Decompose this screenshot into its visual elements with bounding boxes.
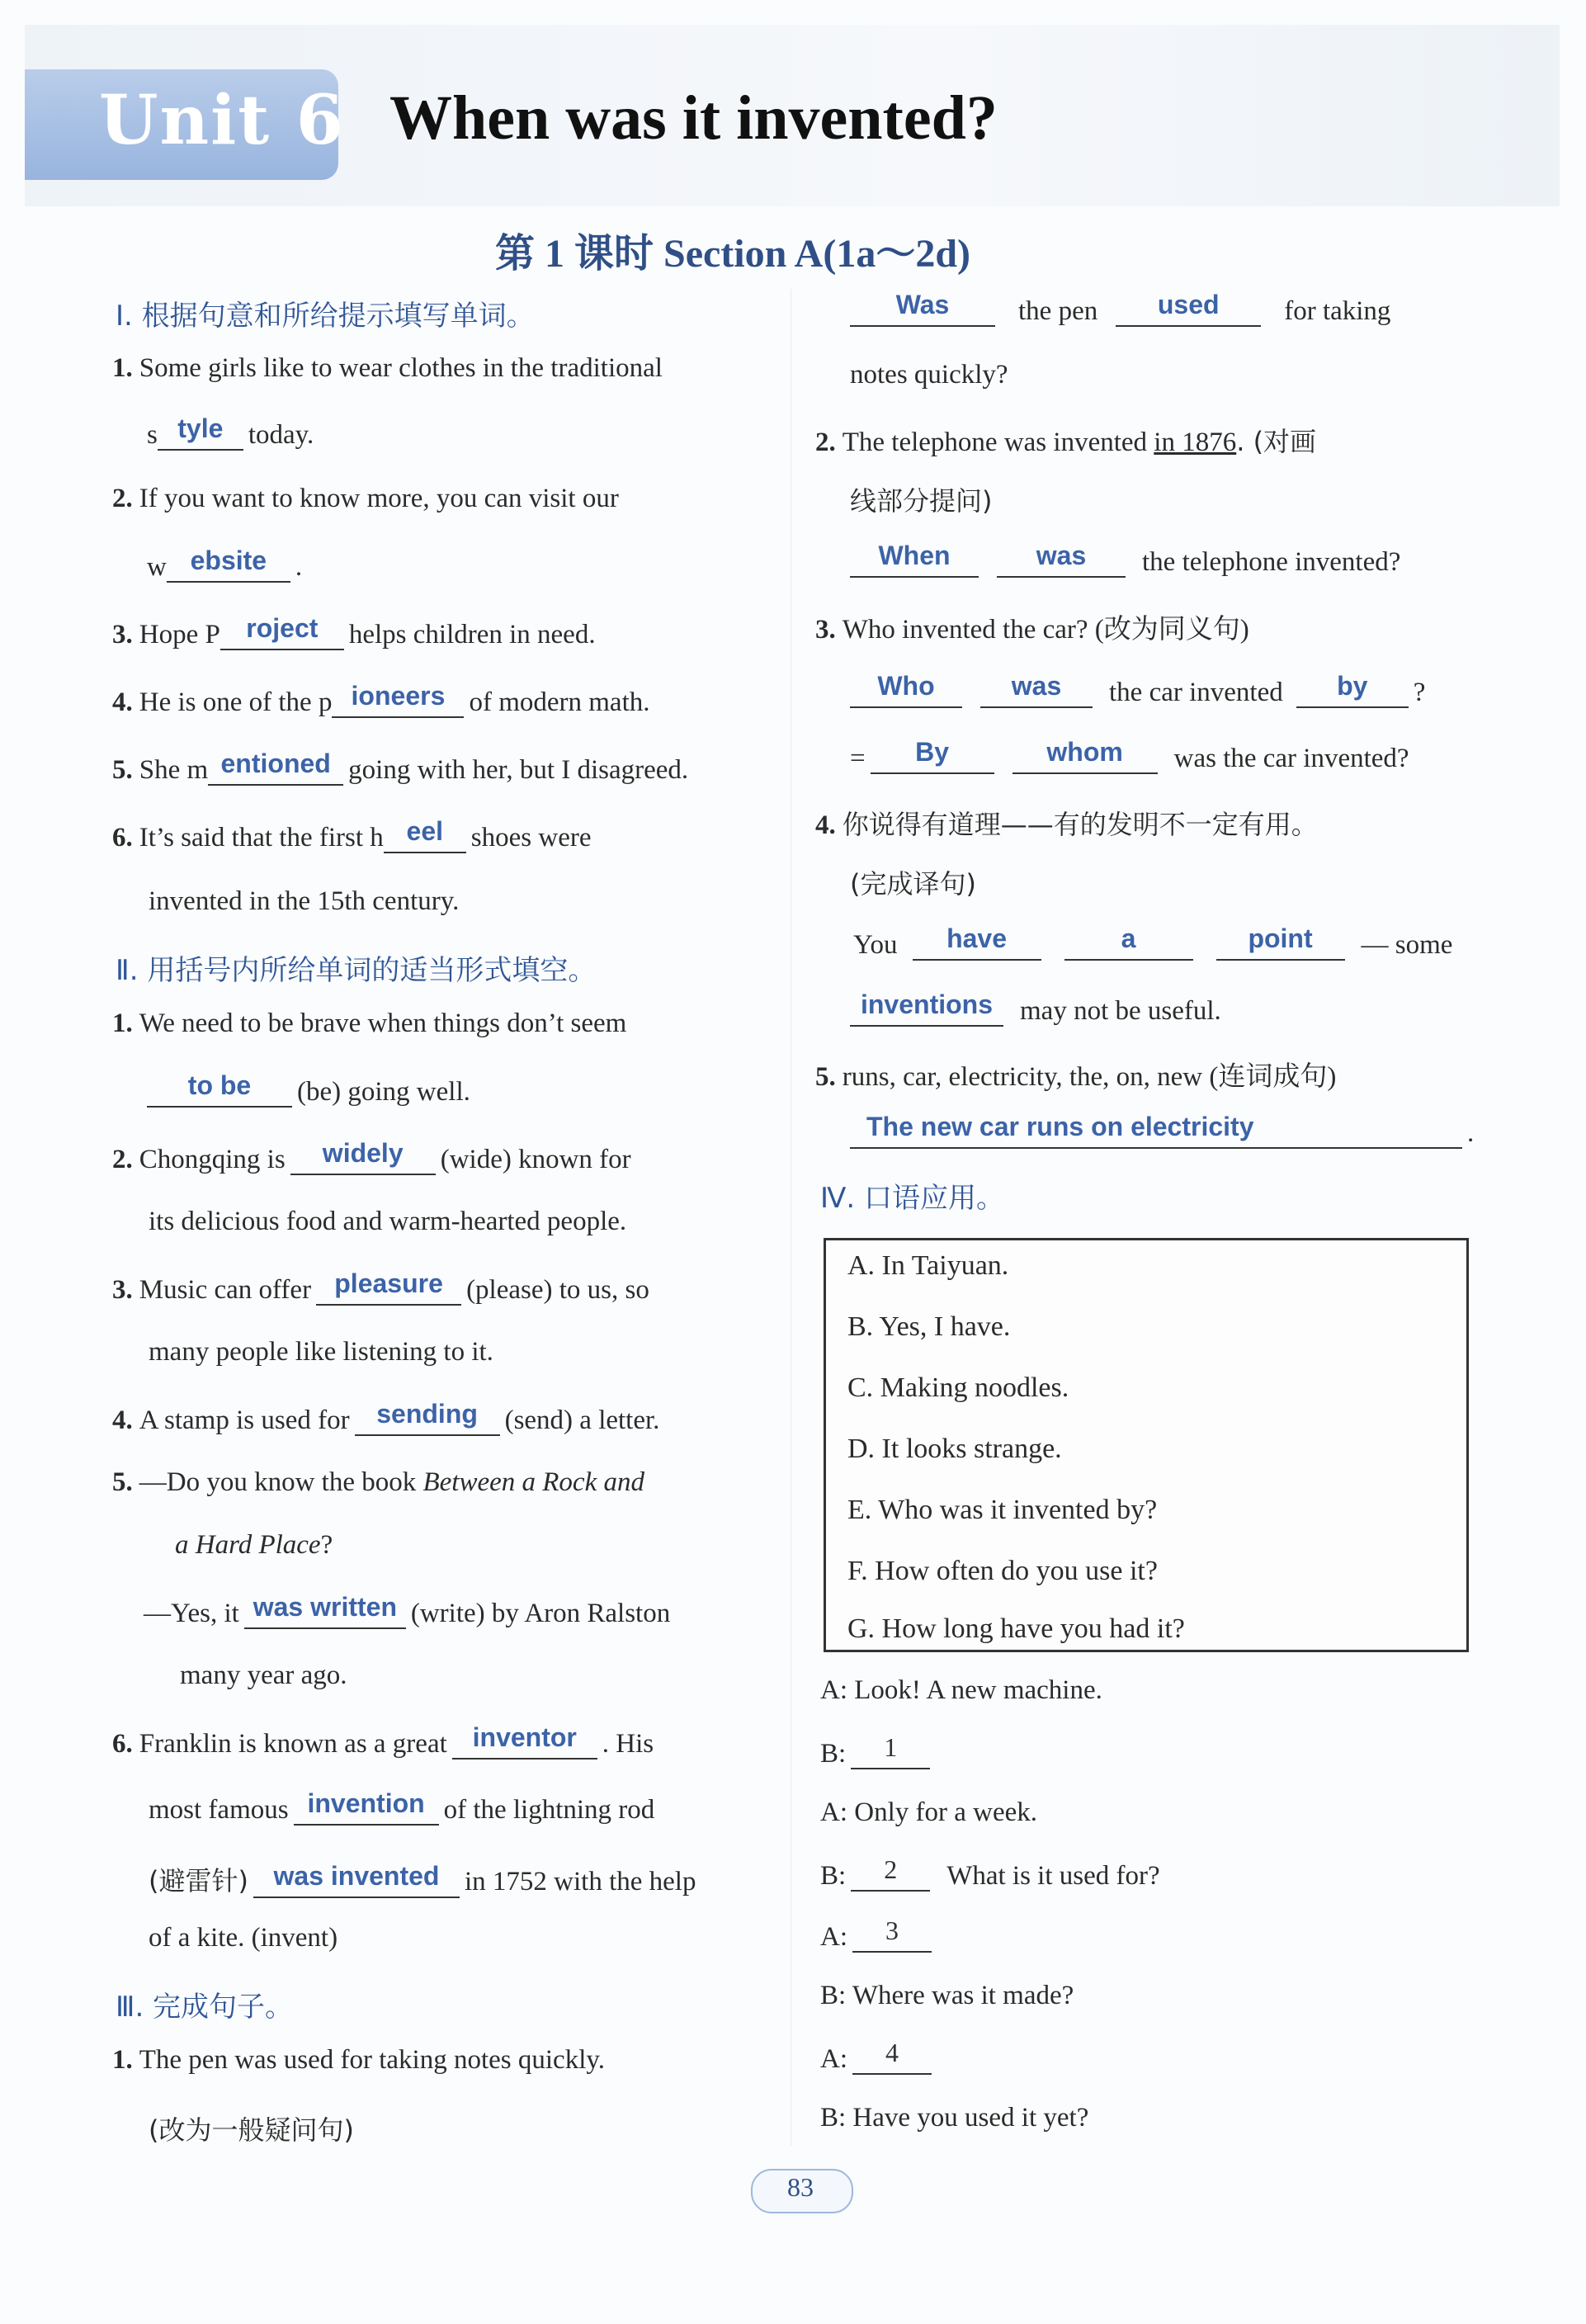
s1-q6-blank[interactable] — [384, 816, 466, 853]
dialog-4-speaker: B: — [820, 1861, 847, 1891]
dialog-line-8: B: Have you used it yet? — [820, 2103, 1089, 2133]
s3-q5-number: 5. — [815, 1062, 836, 1092]
s3-q3-line2 — [850, 671, 1426, 708]
s1-q2-text: If you want to know more, you can visit our — [139, 484, 619, 513]
s1-q1-number: 1. — [112, 353, 133, 383]
s2-q6-answer-3: was invented — [273, 1861, 440, 1891]
dialog-4-text: What is it used for? — [946, 1861, 1160, 1891]
s1-q1-line2 — [147, 413, 314, 451]
s2-q4-blank[interactable] — [355, 1399, 500, 1436]
s2-q4-answer: sending — [376, 1399, 478, 1429]
s3-q1-blank-2[interactable] — [1116, 290, 1261, 327]
dialog-blank-3[interactable] — [852, 1915, 932, 1953]
s2-q3-answer: pleasure — [334, 1268, 443, 1298]
s3-q4-answer-2: a — [1121, 923, 1136, 953]
s3-q3-blank-1[interactable] — [850, 671, 962, 708]
s2-q6-blank-2[interactable] — [294, 1788, 439, 1826]
s3-q4-answer-1: have — [946, 923, 1007, 953]
s3-q3-blank-2[interactable] — [980, 671, 1093, 708]
s2-q3-line2: many people like listening to it. — [149, 1337, 493, 1367]
s1-q4-line — [112, 681, 650, 718]
s3-q5-answer: The new car runs on electricity — [866, 1112, 1254, 1141]
s1-q5-suffix: going with her, but I disagreed. — [348, 755, 689, 785]
s1-q5-number: 5. — [112, 755, 133, 785]
s2-q5-book-title-2: a Hard Place — [175, 1530, 321, 1560]
s1-q2-prefix: w — [147, 552, 167, 582]
s1-q1-prefix: s — [147, 420, 158, 450]
s2-q4-suffix: (send) a letter. — [504, 1405, 660, 1435]
s1-q4-blank[interactable] — [332, 681, 464, 718]
s3-q5-blank[interactable] — [850, 1112, 1462, 1149]
s2-q6-line1 — [112, 1722, 654, 1760]
s3-q4-suffix: — some — [1361, 930, 1453, 960]
dialog-line-6: B: Where was it made? — [820, 1981, 1074, 2010]
s3-q1-answer-1: Was — [895, 290, 950, 319]
s2-q5-reply-suffix: (write) by Aron Ralston — [410, 1599, 671, 1628]
s3-q1-answer-2: used — [1157, 290, 1220, 319]
s2-q6-answer-1: inventor — [472, 1722, 577, 1752]
s1-q6-line2: invented in the 15th century. — [149, 886, 460, 916]
dialog-blank-4[interactable] — [852, 2038, 932, 2075]
s2-q5-reply-prefix: —Yes, it — [144, 1599, 239, 1628]
s2-q6-line2 — [149, 1788, 655, 1826]
s2-q5-answer: was written — [253, 1592, 397, 1622]
s2-q1-line1 — [112, 1008, 626, 1039]
dialog-blank-1[interactable] — [851, 1732, 930, 1769]
lesson-title: 第 1 课时 Section A(1a～2d) — [495, 232, 971, 276]
s1-q1-line1 — [112, 353, 663, 384]
s3-q4-line4 — [850, 990, 1221, 1027]
s1-q3-number: 3. — [112, 620, 133, 649]
s3-q3-answer-3: by — [1337, 671, 1368, 701]
s1-q3-suffix: helps children in need. — [348, 620, 596, 649]
s1-q1-blank[interactable] — [158, 413, 243, 451]
dialog-7-speaker: A: — [820, 2044, 847, 2074]
s1-q4-prefix: He is one of the p — [139, 687, 333, 717]
s3-q3-answer-1: Who — [877, 671, 935, 701]
option-f: F. How often do you use it? — [847, 1556, 1158, 1586]
s1-q6-number: 6. — [112, 823, 133, 853]
s2-q3-number: 3. — [112, 1275, 133, 1305]
section-3-heading: Ⅲ. 完成句子。 — [116, 1991, 294, 2024]
s1-q2-answer: ebsite — [190, 546, 267, 575]
s3-q1-line4: notes quickly? — [850, 360, 1008, 390]
s2-q1-line2 — [147, 1070, 470, 1108]
s3-q2-blank-1[interactable] — [850, 541, 979, 578]
s2-q3-blank[interactable] — [316, 1268, 461, 1306]
s2-q5-line1 — [112, 1467, 644, 1498]
s3-q3-answer-2: was — [1011, 671, 1062, 701]
s2-q4-prefix: A stamp is used for — [139, 1405, 350, 1435]
s2-q2-blank[interactable] — [290, 1138, 436, 1175]
s2-q4-number: 4. — [112, 1405, 133, 1435]
dialog-line-4 — [820, 1854, 1160, 1892]
option-d: D. It looks strange. — [847, 1434, 1062, 1464]
s3-q3-number: 3. — [815, 615, 836, 645]
s3-q2-prefix: The telephone was invented — [842, 427, 1148, 457]
dialog-2-speaker: B: — [820, 1739, 847, 1769]
page-number: 83 — [787, 2172, 814, 2202]
dialog-line-3: A: Only for a week. — [820, 1797, 1038, 1827]
s1-q1-suffix: today. — [248, 420, 314, 450]
s2-q6-line3 — [149, 1860, 696, 1898]
s2-q5-book-title-1: Between a Rock and — [422, 1467, 644, 1497]
s3-q2-answer-1: When — [878, 541, 951, 570]
s2-q2-prefix: Chongqing is — [139, 1145, 286, 1174]
section-4-heading: Ⅳ. 口语应用。 — [820, 1182, 1004, 1215]
dialog-line-1: A: Look! A new machine. — [820, 1675, 1102, 1705]
s3-q2-suffix: . (对画 — [1236, 426, 1317, 457]
s2-q6-suffix-2: of the lightning rod — [443, 1795, 655, 1825]
s1-q2-suffix: . — [295, 552, 303, 582]
s3-q1-line3 — [850, 290, 1391, 327]
s3-q4-end: may not be useful. — [1020, 996, 1221, 1026]
dialog-blank-4-number: 4 — [885, 2038, 899, 2067]
dialog-blank-3-number: 3 — [885, 1915, 899, 1945]
s1-q6-line1 — [112, 816, 592, 853]
s1-q1-answer: tyle — [177, 413, 224, 443]
s3-q3-answer-5: whom — [1046, 737, 1123, 767]
s2-q1-text: We need to be brave when things don’t seem — [139, 1008, 627, 1038]
s2-q4-line — [112, 1399, 660, 1436]
unit-label: Unit 6 — [99, 81, 345, 160]
s3-q5-line2 — [850, 1112, 1475, 1149]
s2-q1-blank[interactable] — [147, 1070, 292, 1108]
s1-q5-line — [112, 749, 689, 786]
s3-q5-text: runs, car, electricity, the, on, new (连词成句) — [842, 1062, 1337, 1092]
s3-q2-underlined: in 1876 — [1154, 427, 1237, 457]
s3-q2-answer-2: was — [1036, 541, 1087, 570]
s3-q2-line1 — [815, 421, 1316, 459]
s2-q2-number: 2. — [112, 1145, 133, 1174]
s3-q4-prefix: You — [853, 930, 898, 960]
s3-q3-equals: = — [850, 744, 866, 773]
s1-q4-number: 4. — [112, 687, 133, 717]
s2-q1-suffix: (be) going well. — [297, 1077, 470, 1107]
s3-q3-question-mark: ? — [1413, 678, 1426, 707]
s2-q3-line1 — [112, 1268, 649, 1306]
option-g: G. How long have you had it? — [847, 1613, 1185, 1644]
s1-q3-line — [112, 613, 596, 650]
s1-q3-prefix: Hope P — [139, 620, 220, 649]
s2-q5-question-mark: ? — [320, 1530, 333, 1560]
s2-q5-line2 — [175, 1530, 333, 1561]
s1-q3-answer: roject — [246, 613, 319, 643]
s2-q2-suffix: (wide) known for — [440, 1145, 631, 1174]
s3-q3-answer-4: By — [915, 737, 950, 767]
s1-q1-text: Some girls like to wear clothes in the traditional — [139, 353, 663, 383]
s3-q4-line3 — [853, 923, 1453, 961]
dialog-blank-2[interactable] — [851, 1854, 930, 1892]
s1-q3-blank[interactable] — [220, 613, 344, 650]
s3-q3-blank-3[interactable] — [1296, 671, 1409, 708]
dialog-blank-2-number: 2 — [884, 1854, 898, 1884]
s2-q2-answer: widely — [322, 1138, 404, 1168]
s3-q1-mid-2: for taking — [1284, 296, 1391, 326]
s2-q6-blank-1[interactable] — [452, 1722, 597, 1760]
s3-q3-mid: the car invented — [1109, 678, 1283, 707]
unit-title: When was it invented? — [389, 83, 998, 153]
dialog-line-2 — [820, 1732, 935, 1769]
s3-q4-answer-3: point — [1248, 923, 1313, 953]
s2-q5-prefix: —Do you know the book — [139, 1467, 417, 1497]
s2-q2-line1 — [112, 1138, 631, 1175]
option-a: A. In Taiyuan. — [847, 1250, 1009, 1281]
dialog-5-speaker: A: — [820, 1922, 847, 1952]
s1-q6-answer: eel — [406, 816, 444, 846]
s2-q2-line2: its delicious food and warm-hearted people. — [149, 1207, 627, 1236]
s3-q4-text: 你说得有道理——有的发明不一定有用。 — [842, 809, 1318, 840]
s3-q5-line1 — [815, 1055, 1336, 1094]
dialog-line-7 — [820, 2038, 937, 2075]
s1-q5-blank[interactable] — [208, 749, 343, 786]
options-box — [824, 1238, 1469, 1652]
s3-q4-line2: (完成译句) — [850, 868, 976, 900]
s3-q4-blank-4[interactable] — [850, 990, 1003, 1027]
section-2-heading: Ⅱ. 用括号内所给单词的适当形式填空。 — [116, 954, 597, 987]
s1-q6-prefix: It’s said that the first h — [139, 823, 384, 853]
s3-q3-line1 — [815, 607, 1249, 646]
s3-q3-blank-5[interactable] — [1012, 737, 1158, 774]
s2-q6-suffix-3: in 1752 with the help — [464, 1867, 696, 1897]
s1-q4-answer: ioneers — [351, 681, 446, 711]
s3-q2-line3 — [850, 541, 1401, 578]
s2-q5-blank[interactable] — [244, 1592, 406, 1629]
s2-q1-answer: to be — [187, 1070, 252, 1100]
s3-q4-blank-1[interactable] — [913, 923, 1041, 961]
option-e: E. Who was it invented by? — [847, 1495, 1158, 1525]
s2-q3-suffix: (please) to us, so — [466, 1275, 649, 1305]
s3-q3-line3 — [850, 737, 1409, 774]
s1-q6-suffix: shoes were — [470, 823, 592, 853]
s2-q5-number: 5. — [112, 1467, 133, 1497]
dialog-blank-1-number: 1 — [884, 1732, 898, 1762]
s1-q5-prefix: She m — [139, 755, 209, 785]
s2-q1-number: 1. — [112, 1008, 133, 1038]
s3-q3-blank-4[interactable] — [871, 737, 994, 774]
s3-q1-line2: (改为一般疑问句) — [149, 2114, 354, 2146]
section-1-heading: Ⅰ. 根据句意和所给提示填写单词。 — [116, 300, 535, 333]
s3-q4-blank-3[interactable] — [1216, 923, 1345, 961]
s1-q2-number: 2. — [112, 484, 133, 513]
s3-q1-number: 1. — [112, 2045, 133, 2075]
s2-q6-answer-2: invention — [307, 1788, 425, 1818]
s2-q6-number: 6. — [112, 1729, 133, 1759]
s1-q5-answer: entioned — [220, 749, 331, 778]
s2-q6-suffix-1: . His — [602, 1729, 654, 1759]
s2-q6-prefix-2: most famous — [149, 1795, 289, 1825]
s3-q1-line1 — [112, 2045, 605, 2076]
s1-q2-line1 — [112, 484, 619, 514]
s3-q3-text: Who invented the car? (改为同义句) — [842, 615, 1249, 645]
s1-q2-blank[interactable] — [167, 546, 290, 583]
s3-q4-answer-4: inventions — [860, 990, 993, 1019]
s2-q5-line4: many year ago. — [180, 1660, 347, 1690]
s3-q4-blank-2[interactable] — [1064, 923, 1193, 961]
s2-q6-line4: of a kite. (invent) — [149, 1923, 338, 1953]
s2-q3-prefix: Music can offer — [139, 1275, 312, 1305]
s2-q6-prefix: Franklin is known as a great — [139, 1729, 447, 1759]
s3-q4-number: 4. — [815, 810, 836, 840]
dialog-line-5 — [820, 1915, 937, 1953]
s2-q6-blank-3[interactable] — [253, 1861, 460, 1898]
s3-q4-line1 — [815, 804, 1318, 842]
s3-q2-line2: 线部分提问) — [850, 485, 993, 517]
option-c: C. Making noodles. — [847, 1372, 1069, 1403]
s3-q5-period: . — [1467, 1118, 1475, 1148]
s1-q4-suffix: of modern math. — [469, 687, 650, 717]
s1-q2-line2 — [147, 546, 303, 583]
s3-q1-mid-1: the pen — [1018, 296, 1098, 326]
option-b: B. Yes, I have. — [847, 1311, 1011, 1342]
s3-q2-number: 2. — [815, 427, 836, 457]
s3-q1-blank-1[interactable] — [850, 290, 995, 327]
s3-q1-text: The pen was used for taking notes quickly. — [139, 2045, 605, 2075]
s2-q6-prefix-3: (避雷针) — [149, 1865, 248, 1897]
s3-q2-suffix-2: the telephone invented? — [1142, 547, 1401, 577]
s3-q3-end: was the car invented? — [1173, 744, 1409, 773]
s3-q2-blank-2[interactable] — [997, 541, 1126, 578]
s2-q5-line3 — [144, 1592, 671, 1629]
